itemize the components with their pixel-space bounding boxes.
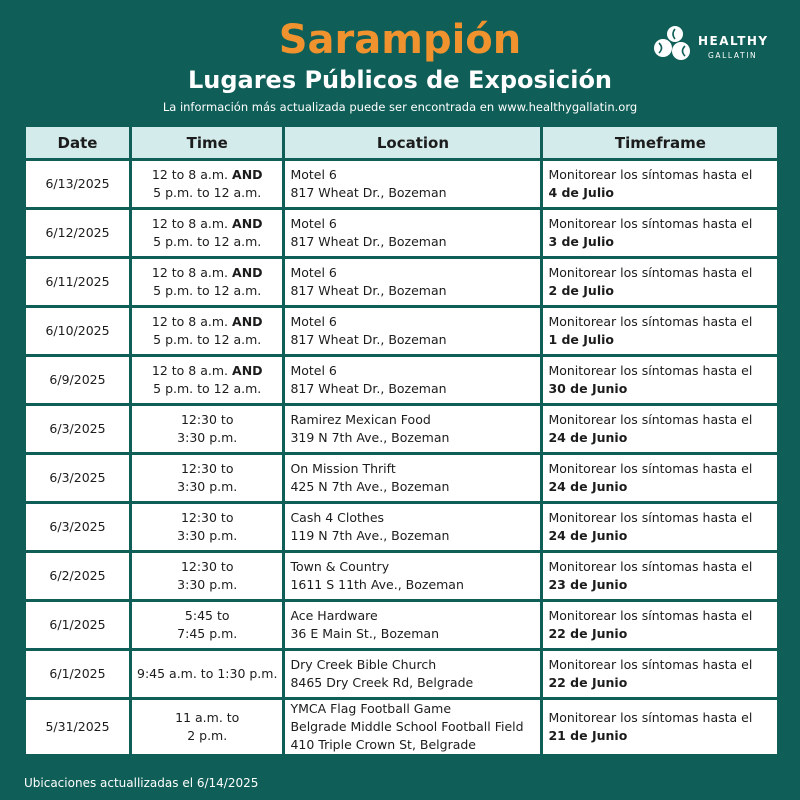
timeframe-text: Monitorear los síntomas hasta el (548, 461, 753, 476)
cell-timeframe (543, 406, 777, 452)
header-time: Time (132, 127, 282, 158)
cell-date: 6/10/2025 (26, 308, 129, 354)
timeframe-until: 1 de Julio (548, 332, 614, 347)
table-row (26, 553, 777, 599)
location-line: 817 Wheat Dr., Bozeman (290, 332, 447, 347)
timeframe-until: 21 de Junio (548, 728, 628, 743)
location-line: 817 Wheat Dr., Bozeman (290, 185, 447, 200)
timeframe-until: 24 de Junio (548, 479, 628, 494)
location-line: Motel 6 (290, 314, 337, 329)
cell-location (285, 259, 540, 305)
and-label: AND (232, 216, 263, 231)
timeframe-text: Monitorear los síntomas hasta el (548, 559, 753, 574)
time-line-1: 12 to 8 a.m. AND (151, 265, 263, 280)
cell-time (132, 651, 282, 697)
time-line-1: 12 to 8 a.m. AND (151, 216, 263, 231)
logo-text-gallatin: GALLATIN (708, 51, 758, 60)
cell-location (285, 602, 540, 648)
table-row (26, 504, 777, 550)
cell-date: 6/1/2025 (26, 651, 129, 697)
time-line-1: 11 a.m. to (175, 710, 240, 725)
table-row (26, 602, 777, 648)
cell-location (285, 357, 540, 403)
timeframe-text: Monitorear los síntomas hasta el (548, 710, 753, 725)
location-line: 425 N 7th Ave., Bozeman (290, 479, 450, 494)
table-row (26, 651, 777, 697)
cell-timeframe (543, 553, 777, 599)
time-line-1: 5:45 to (184, 608, 230, 623)
time-line-1: 12 to 8 a.m. AND (151, 167, 263, 182)
time-line-2: 3:30 p.m. (177, 528, 238, 543)
location-line: 410 Triple Crown St, Belgrade (290, 737, 476, 752)
location-line: Motel 6 (290, 216, 337, 231)
cell-location (285, 161, 540, 207)
cell-timeframe (543, 504, 777, 550)
time-line-1: 12:30 to (180, 461, 234, 476)
location-line: On Mission Thrift (290, 461, 396, 476)
timeframe-until: 22 de Junio (548, 675, 628, 690)
header-date: Date (26, 127, 129, 158)
location-line: Town & Country (290, 559, 390, 574)
table-row (26, 210, 777, 256)
timeframe-until: 30 de Junio (548, 381, 628, 396)
time-line-2: 5 p.m. to 12 a.m. (153, 381, 262, 396)
cell-time (132, 455, 282, 501)
timeframe-text: Monitorear los síntomas hasta el (548, 314, 753, 329)
timeframe-text: Monitorear los síntomas hasta el (548, 265, 753, 280)
table-header-row (26, 127, 777, 158)
cell-timeframe (543, 651, 777, 697)
cell-date: 6/13/2025 (26, 161, 129, 207)
cell-timeframe (543, 602, 777, 648)
location-line: Ramirez Mexican Food (290, 412, 431, 427)
timeframe-until: 24 de Junio (548, 528, 628, 543)
table-row (26, 308, 777, 354)
location-line: Cash 4 Clothes (290, 510, 385, 525)
header-timeframe: Timeframe (543, 127, 777, 158)
location-line: 1611 S 11th Ave., Bozeman (290, 577, 464, 592)
location-line: Motel 6 (290, 167, 337, 182)
and-label: AND (232, 167, 263, 182)
leaf-cluster-icon (650, 24, 692, 64)
location-line: 817 Wheat Dr., Bozeman (290, 234, 447, 249)
cell-location (285, 553, 540, 599)
time-line-1: 12:30 to (180, 412, 234, 427)
table-row (26, 455, 777, 501)
table-row (26, 161, 777, 207)
location-line: 319 N 7th Ave., Bozeman (290, 430, 450, 445)
timeframe-text: Monitorear los síntomas hasta el (548, 363, 753, 378)
info-text: La información más actualizada puede ser encontrada en www.healthygallatin.org (162, 100, 638, 114)
header-location: Location (285, 127, 540, 158)
table-row (26, 357, 777, 403)
location-line: 119 N 7th Ave., Bozeman (290, 528, 450, 543)
time-line-2: 3:30 p.m. (177, 577, 238, 592)
cell-time (132, 357, 282, 403)
cell-timeframe (543, 357, 777, 403)
cell-timeframe (543, 259, 777, 305)
location-line: Belgrade Middle School Football Field (290, 719, 524, 734)
cell-location (285, 406, 540, 452)
timeframe-until: 23 de Junio (548, 577, 628, 592)
timeframe-text: Monitorear los síntomas hasta el (548, 608, 753, 623)
cell-date: 6/12/2025 (26, 210, 129, 256)
cell-timeframe (543, 455, 777, 501)
cell-timeframe (543, 700, 777, 754)
cell-timeframe (543, 210, 777, 256)
time-line-2: 5 p.m. to 12 a.m. (153, 332, 262, 347)
time-line-1: 12:30 to (180, 559, 234, 574)
timeframe-until: 3 de Julio (548, 234, 614, 249)
time-line-2: 5 p.m. to 12 a.m. (153, 234, 262, 249)
location-line: Motel 6 (290, 363, 337, 378)
timeframe-until: 4 de Julio (548, 185, 614, 200)
cell-date: 6/3/2025 (26, 455, 129, 501)
cell-time (132, 210, 282, 256)
time-line-2: 2 p.m. (187, 728, 228, 743)
location-line: 817 Wheat Dr., Bozeman (290, 381, 447, 396)
timeframe-text: Monitorear los síntomas hasta el (548, 216, 753, 231)
cell-time (132, 700, 282, 754)
footer-updated: Ubicaciones actuallizadas el 6/14/2025 (24, 776, 259, 790)
time-line-2: 5 p.m. to 12 a.m. (153, 283, 262, 298)
cell-time (132, 308, 282, 354)
location-line: 8465 Dry Creek Rd, Belgrade (290, 675, 474, 690)
timeframe-text: Monitorear los síntomas hasta el (548, 167, 753, 182)
cell-date: 6/3/2025 (26, 406, 129, 452)
cell-location (285, 455, 540, 501)
time-line-1: 12 to 8 a.m. AND (151, 314, 263, 329)
timeframe-until: 2 de Julio (548, 283, 614, 298)
location-line: Dry Creek Bible Church (290, 657, 437, 672)
timeframe-text: Monitorear los síntomas hasta el (548, 657, 753, 672)
timeframe-text: Monitorear los síntomas hasta el (548, 412, 753, 427)
location-line: 817 Wheat Dr., Bozeman (290, 283, 447, 298)
cell-location (285, 651, 540, 697)
location-line: Motel 6 (290, 265, 337, 280)
cell-time (132, 259, 282, 305)
logo-text-healthy: HEALTHY (698, 34, 769, 48)
cell-time (132, 602, 282, 648)
cell-date: 6/3/2025 (26, 504, 129, 550)
cell-date: 6/9/2025 (26, 357, 129, 403)
and-label: AND (232, 314, 263, 329)
cell-time (132, 161, 282, 207)
timeframe-until: 22 de Junio (548, 626, 628, 641)
cell-timeframe (543, 161, 777, 207)
timeframe-until: 24 de Junio (548, 430, 628, 445)
and-label: AND (232, 363, 263, 378)
cell-time (132, 553, 282, 599)
time-line-2: 7:45 p.m. (177, 626, 238, 641)
cell-date: 6/1/2025 (26, 602, 129, 648)
cell-location (285, 308, 540, 354)
cell-date: 6/2/2025 (26, 553, 129, 599)
cell-time (132, 504, 282, 550)
and-label: AND (232, 265, 263, 280)
time-line-1: 12 to 8 a.m. AND (151, 363, 263, 378)
location-line: YMCA Flag Football Game (290, 701, 452, 716)
exposure-table (23, 124, 780, 757)
time-line-1: 12:30 to (180, 510, 234, 525)
time-line-2: 3:30 p.m. (177, 479, 238, 494)
time-line-1: 9:45 a.m. to 1:30 p.m. (137, 666, 278, 681)
table-row (26, 259, 777, 305)
cell-date: 6/11/2025 (26, 259, 129, 305)
table-row (26, 406, 777, 452)
cell-location (285, 700, 540, 754)
cell-location (285, 504, 540, 550)
time-line-2: 5 p.m. to 12 a.m. (153, 185, 262, 200)
timeframe-text: Monitorear los síntomas hasta el (548, 510, 753, 525)
cell-time (132, 406, 282, 452)
page-subtitle: Lugares Públicos de Exposición (187, 66, 613, 94)
location-line: 36 E Main St., Bozeman (290, 626, 439, 641)
location-line: Ace Hardware (290, 608, 378, 623)
cell-timeframe (543, 308, 777, 354)
table-row (26, 700, 777, 754)
page-title: Sarampión (278, 17, 522, 63)
cell-location (285, 210, 540, 256)
healthy-gallatin-logo (650, 24, 780, 64)
time-line-2: 3:30 p.m. (177, 430, 238, 445)
cell-date: 5/31/2025 (26, 700, 129, 754)
